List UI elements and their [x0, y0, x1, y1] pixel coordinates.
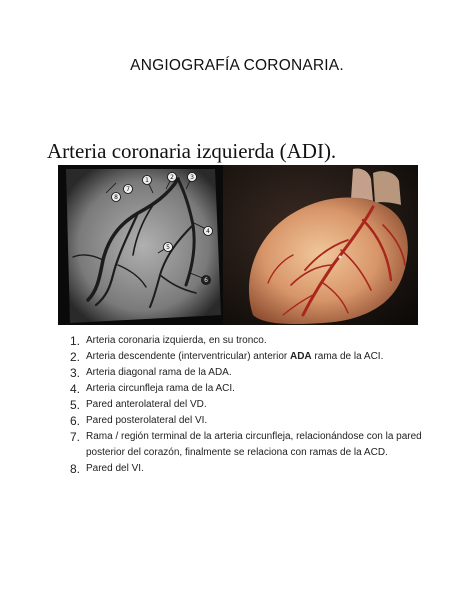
angiography-figure: [58, 165, 418, 325]
list-item: [70, 381, 450, 397]
list-text: Pared del VI.: [86, 463, 144, 474]
list-text: Arteria circunfleja rama de la ACI.: [86, 383, 235, 394]
marker-3: [188, 173, 197, 182]
list-number: 1.: [70, 334, 81, 348]
list-item: [70, 397, 450, 413]
list-item: [70, 429, 450, 461]
heart-illustration: [223, 165, 418, 325]
marker-5: [164, 243, 173, 252]
svg-text:4: 4: [206, 228, 210, 235]
list-text: Arteria diagonal rama de la ADA.: [86, 367, 232, 378]
marker-6: [202, 276, 211, 285]
list-text: rama de la ACI.: [311, 351, 384, 362]
list-number: 6.: [70, 414, 81, 428]
marker-8: [112, 193, 121, 202]
marker-4: [204, 227, 213, 236]
artery-list: [70, 333, 450, 477]
svg-text:1: 1: [145, 177, 149, 184]
list-item: [70, 413, 450, 429]
list-text-continuation: posterior del corazón, finalmente se relaciona con ramas de la ACD.: [86, 447, 388, 458]
marker-1: [143, 176, 152, 185]
svg-text:2: 2: [170, 174, 174, 181]
list-number: 7.: [70, 430, 81, 444]
list-number: 5.: [70, 398, 81, 412]
list-text: Rama / región terminal de la arteria circunfleja, relacionándose con la pared: [86, 431, 422, 442]
list-item: [70, 349, 450, 365]
list-item: [70, 461, 450, 477]
list-text: Arteria descendente (interventricular) anterior: [86, 351, 290, 362]
list-text-bold: ADA: [289, 351, 312, 362]
list-item: [70, 365, 450, 381]
marker-7: [124, 185, 133, 194]
list-number: 4.: [70, 382, 81, 396]
svg-text:8: 8: [114, 194, 118, 201]
list-text: Pared anterolateral del VD.: [86, 399, 207, 410]
list-item: [70, 333, 450, 349]
svg-text:5: 5: [166, 244, 170, 251]
marker-2: [168, 173, 177, 182]
svg-text:6: 6: [204, 277, 208, 284]
svg-text:3: 3: [190, 174, 194, 181]
svg-text:7: 7: [126, 186, 130, 193]
document-title: ANGIOGRAFÍA CORONARIA.: [130, 57, 344, 74]
list-number: 2.: [70, 350, 81, 364]
section-heading: Arteria coronaria izquierda (ADI).: [47, 139, 337, 163]
list-text: Pared posterolateral del VI.: [86, 415, 208, 426]
list-text: Arteria coronaria izquierda, en su tronco.: [86, 335, 267, 346]
list-number: 8.: [70, 462, 81, 476]
list-number: 3.: [70, 366, 81, 380]
angiogram-image: [58, 165, 223, 325]
